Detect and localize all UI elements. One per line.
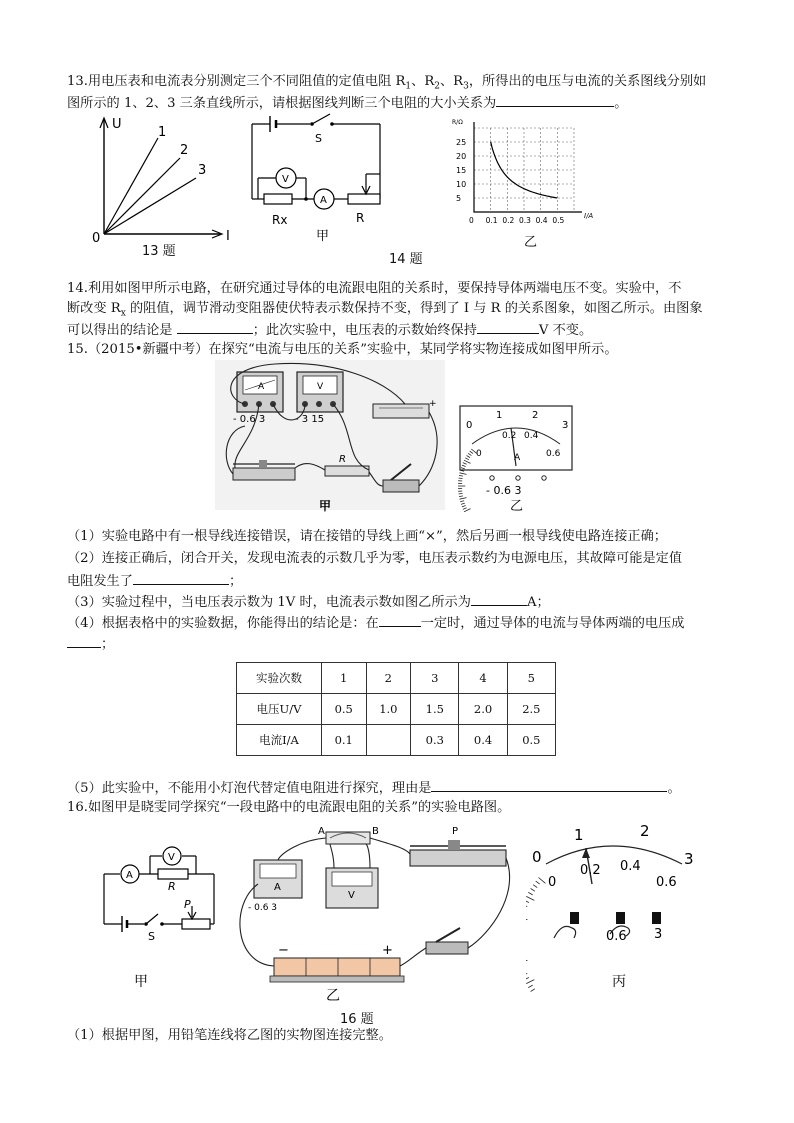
q13-caption: 13 题 (142, 244, 176, 259)
meter-tick (526, 960, 527, 962)
q15-line1: 15.（2015•新疆中考）在探究“电流与电压的关系”实验中，某同学将实物连接成如图甲所示。 (67, 342, 618, 357)
q16-apparatus-voltmeter: V (348, 890, 355, 901)
q16-yi-label: 乙 (326, 988, 340, 1004)
q16-p1: （1）根据甲图，用铅笔连线将乙图的实物图连接完整。 (67, 1028, 392, 1043)
q15-meter-bot-04: 0.4 (524, 431, 539, 441)
meter-tick (462, 506, 466, 507)
q15-meter-top-0: 0 (466, 420, 473, 431)
q16-meter-top-1: 1 (574, 826, 584, 844)
q13-line-1: 1 (158, 125, 167, 140)
meter-tick (461, 503, 465, 504)
q14-ammeter-label: A (320, 195, 327, 206)
q16-s-label: S (148, 930, 155, 943)
meter-tick (526, 918, 527, 920)
q16-meter-top-0: 0 (532, 848, 542, 866)
table-row (237, 725, 556, 756)
q15-meter-unit: A (514, 453, 521, 463)
q15-meter-top-3: 3 (562, 420, 569, 431)
q16-line1: 16.如图甲是晓雯同学探究“一段电路中的电流跟电阻的关系”的实验电路图。 (67, 800, 511, 815)
q16-meter-bot-04: 0.4 (620, 859, 641, 874)
q16-meter-top-3: 3 (684, 850, 694, 868)
q16-apparatus-ammeter: A (274, 882, 281, 893)
meter-tick (528, 985, 532, 988)
q15-p4: （4）根据表格中的实验数据，你能得出的结论是：在 一定时，通过导体的电流与导体两端的电压成 (67, 612, 684, 634)
q16-voltmeter-label: V (168, 852, 175, 863)
q14-graph-xlabel: I/A (584, 212, 594, 220)
q16-apparatus-am-scale: - 0.6 3 (248, 903, 278, 913)
q16-caption: 16 题 (340, 1012, 374, 1027)
meter-tick (464, 509, 471, 512)
x-tick-label: 0.5 (552, 216, 565, 225)
table-header-row (237, 663, 556, 694)
meter-tick (539, 878, 546, 884)
q15-data-table (236, 662, 556, 756)
meter-tick (533, 885, 537, 888)
meter-tick (526, 974, 527, 976)
q15-voltmeter-scale: - 3 15 (295, 414, 325, 425)
q16-meter-top-2: 2 (640, 822, 650, 840)
q13-origin: 0 (92, 231, 101, 246)
table-cell: 0.4 (459, 725, 507, 756)
q16-meter-bot-06: 0.6 (656, 875, 677, 890)
q15-ammeter-icon: A (258, 382, 265, 392)
table-cell: 2.0 (459, 694, 507, 725)
q16-jia-label: 甲 (134, 974, 148, 990)
meter-tick (526, 978, 529, 980)
q16-a-label: A (318, 826, 325, 837)
q16-battery-plus: + (382, 943, 393, 958)
y-tick-label: 10 (456, 180, 467, 189)
q15-p1: （1）实验电路中有一根导线连接错误，请在接错的导线上画“×”，然后另画一根导线使电路连接正确； (67, 529, 667, 544)
q14-r-label: R (356, 211, 365, 225)
meter-tick (528, 892, 532, 895)
q15-meter-terminals: - 0.6 3 (486, 484, 522, 497)
x-tick-label: 0.3 (519, 216, 531, 225)
q14-line1: 14.利用如图甲所示电路，在研究通过导体的电流跟电阻的关系时，要保持导体两端电压不变。实验中，不 (67, 281, 682, 296)
q14-yi-label: 乙 (524, 235, 538, 250)
table-cell: 0.3 (411, 725, 459, 756)
table-cell (366, 725, 411, 756)
q15-meter-top-1: 1 (496, 410, 503, 421)
q15-jia-label: 甲 (319, 499, 332, 513)
meter-tick (463, 508, 467, 510)
q14-line2: 断改变 $R_x$ 的阻值，调节滑动变阻器使伏特表示数保持不变，得到了 I 与 R 的关系图象，如图乙所示。由图象 (67, 301, 703, 319)
q13-line-2: 2 (180, 143, 189, 158)
meter-tick (460, 498, 467, 500)
q14-caption: 14 题 (389, 252, 423, 267)
meter-tick (526, 901, 529, 903)
q15-meter-bot-0: 0 (476, 449, 482, 459)
meter-tick (459, 478, 463, 479)
meter-tick (459, 496, 463, 497)
table-row (237, 694, 556, 725)
q13-axis-u: U (112, 117, 122, 132)
q16-apparatus-figure (230, 824, 520, 1004)
table-cell: 1.5 (411, 694, 459, 725)
q16-rheostat-p-label: P (452, 826, 459, 837)
q13-line2: 图所示的 1、2、3 三条直线所示，请根据图线判断三个电阻的大小关系为 。 (67, 92, 627, 114)
q14-voltmeter-label: V (282, 174, 289, 185)
q16-meter-bot-02: 0.2 (580, 863, 601, 878)
table-header-cell: 实验次数 (237, 663, 322, 694)
meter-tick (526, 980, 534, 984)
q16-meter-figure (526, 822, 706, 992)
meter-tick (459, 493, 463, 494)
x-tick-label: 0.1 (485, 216, 498, 225)
meter-tick (460, 473, 467, 475)
q13-figure (90, 112, 240, 252)
q15-p2: （2）连接正确后，闭合开关，发现电流表的示数几乎为零，电压表示数约为电源电压，其故障可能是定值 (67, 551, 683, 566)
q16-b-label: B (372, 826, 379, 837)
q14-line3: 可以得出的结论是 ；此次实验中，电压表的示数始终保持 V 不变。 (67, 319, 592, 341)
y-tick-label: 20 (456, 152, 467, 161)
q16-terminal-3: 3 (654, 927, 663, 942)
q15-r-label: R (339, 454, 346, 465)
q16-terminal-06: 0.6 (606, 929, 627, 944)
q15-voltmeter-icon: V (317, 382, 324, 392)
meter-tick (531, 889, 535, 892)
table-header-cell: 5 (507, 663, 555, 694)
q15-p3: （3）实验过程中，当电压表示数为 1V 时，电流表示数如图乙所示为 A； (67, 591, 550, 613)
meter-tick (536, 881, 540, 884)
table-header-cell: 4 (459, 663, 507, 694)
q15-ammeter-scale: - 0.6 3 (233, 414, 266, 425)
q15-apparatus-figure (215, 360, 445, 516)
table-cell: 2.5 (507, 694, 555, 725)
q15-meter-top-2: 2 (532, 410, 539, 421)
table-cell: 电压U/V (237, 694, 322, 725)
q16-ammeter-label: A (126, 870, 133, 881)
x-tick-label: 0 (469, 216, 474, 225)
q16-circuit-figure (96, 842, 220, 992)
table-cell: 0.5 (321, 694, 366, 725)
q14-switch-label: S (315, 132, 322, 145)
q15-p5: （5）此实验中，不能用小灯泡代替定值电阻进行探究，理由是 。 (67, 777, 681, 799)
q14-rx-label: Rx (272, 213, 288, 227)
q15-meter-bot-06: 0.6 (546, 449, 561, 459)
q16-p-label: P (184, 898, 191, 911)
table-cell: 0.5 (507, 725, 555, 756)
q15-p4c: ； (67, 633, 114, 655)
meter-tick (526, 896, 534, 900)
q13-line-3: 3 (198, 163, 207, 178)
q16-bing-label: 丙 (612, 974, 626, 990)
q14-graph-ylabel: R/Ω (452, 119, 463, 126)
table-header-cell: 2 (366, 663, 411, 694)
q16-r-label: R (168, 880, 176, 893)
meter-tick (531, 989, 535, 992)
table-cell: 电流I/A (237, 725, 322, 756)
table-cell: 0.1 (321, 725, 366, 756)
q15-yi-label: 乙 (510, 499, 524, 512)
table-header-cell: 3 (411, 663, 459, 694)
q15-p2b: 电阻发生了 ； (67, 570, 242, 592)
x-tick-label: 0.4 (535, 216, 548, 225)
q15-battery-plus: + (429, 399, 437, 409)
table-header-cell: 1 (321, 663, 366, 694)
q13-line1: 13.用电压表和电流表分别测定三个不同阻值的定值电阻 $R_1$、$R_2$、$R_3$，所得出的电压与电流的关系图线分别如 (67, 74, 707, 92)
y-tick-label: 25 (456, 138, 467, 147)
q14-jia-label: 甲 (316, 229, 330, 244)
q16-battery-minus: − (278, 943, 289, 958)
q14-graph (448, 114, 598, 252)
q16-meter-bot-0: 0 (548, 875, 557, 890)
q15-meter-figure (458, 404, 576, 512)
x-tick-label: 0.2 (502, 216, 515, 225)
q15-meter-bot-02: 0.2 (502, 431, 517, 441)
q14-circuit-figure (240, 112, 390, 247)
meter-tick (459, 475, 463, 476)
y-tick-label: 15 (456, 166, 467, 175)
axes (474, 122, 582, 212)
table-cell: 1.0 (366, 694, 411, 725)
y-tick-label: 5 (456, 194, 462, 203)
meter-tick (460, 501, 464, 502)
meter-tick (526, 905, 527, 907)
q13-axis-i: I (226, 229, 230, 244)
